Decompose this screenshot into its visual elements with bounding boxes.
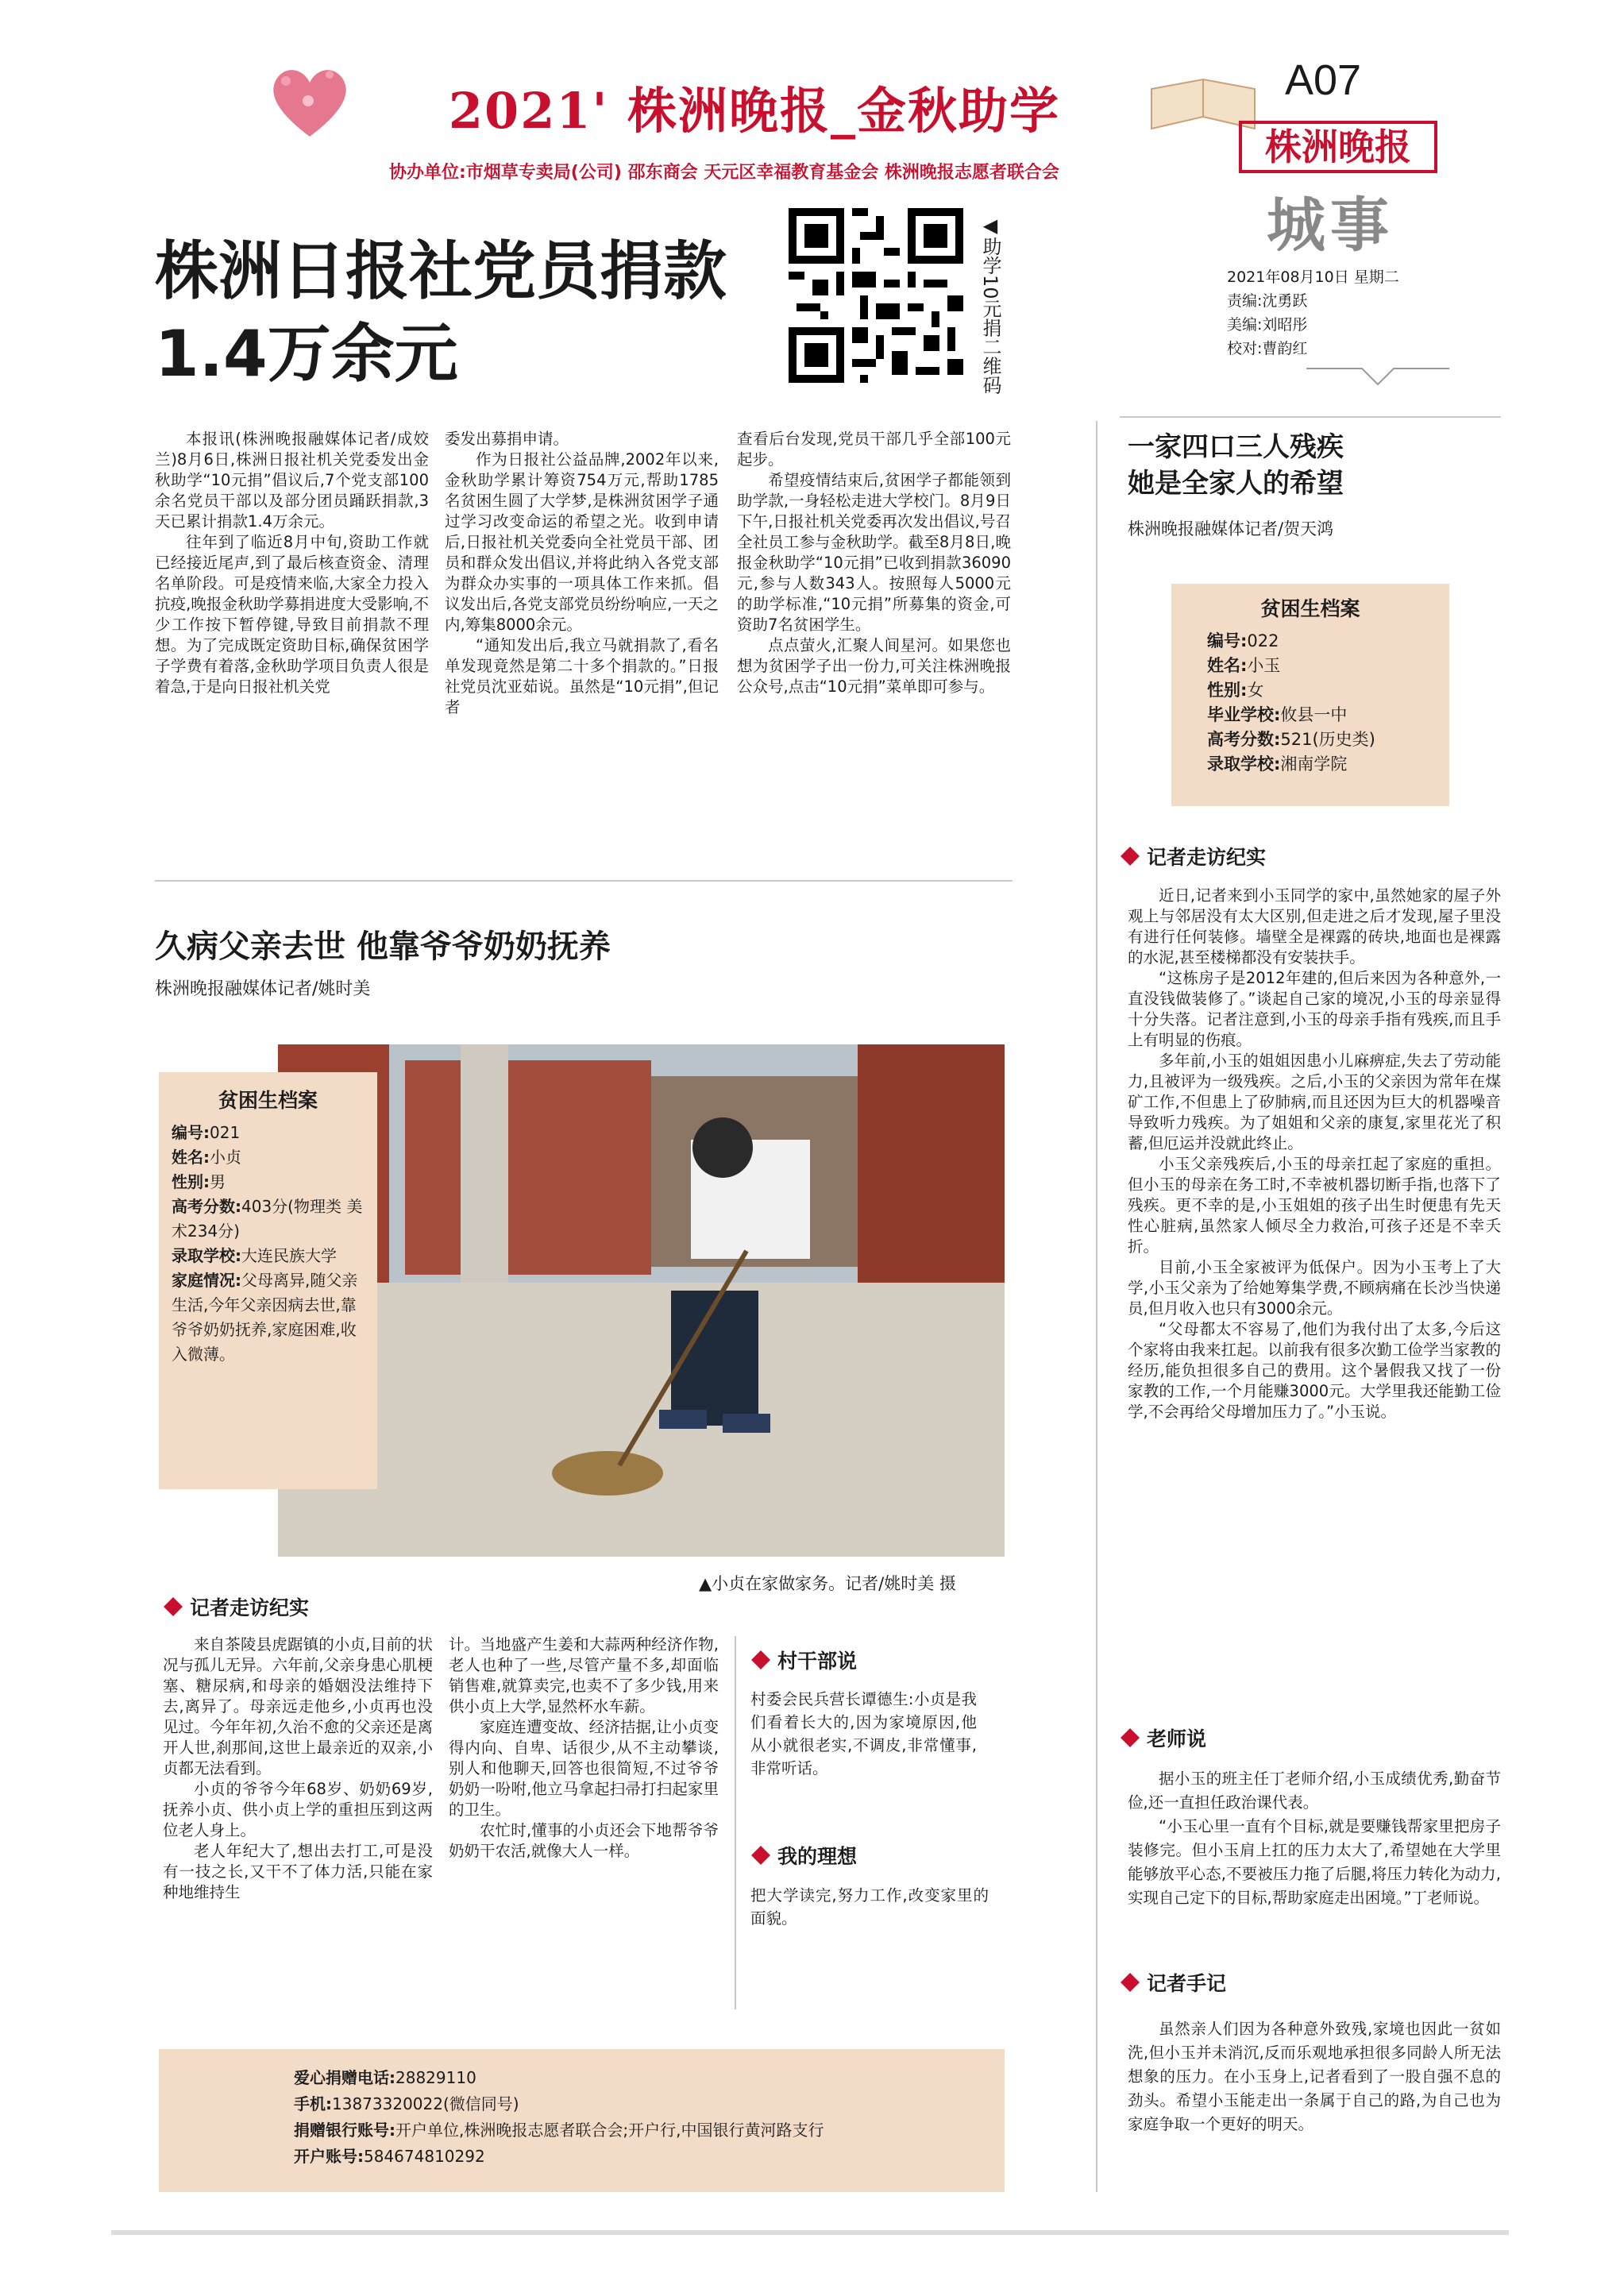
red-diamond-icon <box>1120 1727 1140 1748</box>
student-file-card <box>159 1072 377 1489</box>
event-banner <box>238 57 1271 145</box>
teacher-quote <box>1128 1767 1501 1910</box>
article3-byline: 株洲晚报融媒体记者/贺天鸿 <box>1128 519 1334 538</box>
qr-code-icon[interactable] <box>789 208 963 383</box>
article2-column-2 <box>449 1635 719 1862</box>
column-divider <box>1096 421 1097 2192</box>
file-row-name: 姓名:小玉 <box>1207 656 1281 675</box>
file-row-id: 编号:021 <box>172 1123 241 1142</box>
donation-bank: 捐赠银行账号:开户单位,株洲晚报志愿者联合会;开户行,中国银行黄河路支行 <box>294 2121 824 2140</box>
donation-phone: 爱心捐赠电话:28829110 <box>294 2068 476 2087</box>
paragraph: 作为日报社公益品牌,2002年以来,金秋助学累计筹资754万元,帮助1785名贫困生圆了大学梦,是株洲贫困学子通过学习改变命运的希望之光。收到申请后,日报社机关党委向全社党员干部、团员和群众发出倡议,并将此纳入各党支部为群众办实事的一项具体工作来抓。倡议发出后,各党支部党员纷纷响应,一天之内,筹集8000余元。 <box>445 450 719 634</box>
title-line-2: 她是全家人的希望 <box>1128 468 1344 500</box>
tag-village-cadre: 村干部说 <box>750 1646 857 1674</box>
paragraph: 目前,小玉全家被评为低保户。因为小玉考上了大学,小玉父亲为了给她筹集学费,不顾病痛在长沙当快递员,但月收入也只有3000余元。 <box>1128 1258 1501 1318</box>
file-row-gender: 性别:男 <box>172 1172 226 1191</box>
main-headline <box>155 230 758 396</box>
paragraph: 希望疫情结束后,贫困学子都能领到助学款,一身轻松走进大学校门。8月9日下午,日报社机关党委再次发出倡议,号召全社员工参与金秋助学。截至8月8日,晚报金秋助学“10元捐”已收到捐款36090元,参与人数343人。按照每人5000元的助学标准,“10元捐”所募集的资金,可资助7名贫困学生。 <box>737 471 1011 634</box>
issue-date: 2021年08月10日 星期二 <box>1227 268 1399 286</box>
headline-line-1: 株洲日报社党员捐款 <box>155 234 727 308</box>
paragraph: 小贞的爷爷今年68岁、奶奶69岁,抚养小贞、供小贞上学的重担压到这两位老人身上。 <box>163 1780 433 1839</box>
file-row-school: 录取学校:大连民族大学 <box>172 1246 337 1265</box>
section-divider <box>1120 416 1501 418</box>
paragraph: 小玉父亲残疾后,小玉的母亲扛起了家庭的重担。但小玉的母亲在务工时,不幸被机器切断手指,也落下了残疾。更不幸的是,小玉姐姐的孩子出生时便患有先天性心脏病,虽然家人倾尽全力救治,可孩子还是不幸夭折。 <box>1128 1155 1501 1256</box>
paragraph: 来自茶陵县虎踞镇的小贞,目前的状况与孤儿无异。六年前,父亲身患心肌梗塞、糖尿病,和母亲的婚姻没法维持下去,离异了。母亲远走他乡,小贞再也没见过。今年年初,久治不愈的父亲还是离开人世,刹那间,这世上最亲近的双亲,小贞都无法看到。 <box>163 1635 433 1777</box>
article1-column-2 <box>445 429 719 718</box>
red-diamond-icon <box>163 1596 183 1617</box>
paragraph: 近日,记者来到小玉同学的家中,虽然她家的屋子外观上与邻居没有太大区别,但走进之后才发现,屋子里没有进行任何装修。墙壁全是裸露的砖块,地面也是裸露的水泥,甚至楼梯都没有安装扶手。 <box>1128 886 1501 967</box>
photo-caption: ▲小贞在家做家务。记者/姚时美 摄 <box>699 1574 956 1593</box>
paragraph: 多年前,小玉的姐姐因患小儿麻痹症,失去了劳动能力,且被评为一级残疾。之后,小玉的父亲因为常年在煤矿工作,不但患上了矽肺病,而且还因为巨大的机器噪音导致听力残疾。为了姐姐和父亲的康复,家里花光了积蓄,但厄运并没就此终止。 <box>1128 1052 1501 1152</box>
reporter-note: 虽然亲人们因为各种意外致残,家境也因此一贫如洗,但小玉并未消沉,反而乐观地承担很多同龄人所无法想象的压力。在小玉身上,记者看到了一股自强不息的劲头。希望小玉能走出一条属于自己的路,为自己也为家庭争取一个更好的明天。 <box>1128 2020 1501 2133</box>
divider-notch-icon <box>1306 365 1449 389</box>
editor: 责编:沈勇跃 <box>1227 292 1308 310</box>
tag-reporter-visit: 记者走访纪实 <box>163 1592 309 1621</box>
title-line-1: 一家四口三人残疾 <box>1128 431 1344 463</box>
ideal-quote: 把大学读完,努力工作,改变家里的面貌。 <box>750 1886 989 1928</box>
red-diamond-icon <box>1120 846 1140 866</box>
paragraph: 据小玉的班主任丁老师介绍,小玉成绩优秀,勤奋节俭,还一直担任政治课代表。 <box>1128 1770 1501 1812</box>
paragraph: 老人年纪大了,想出去打工,可是没有一技之长,又干不了体力活,只能在家种地维持生 <box>163 1842 433 1901</box>
paragraph: 委发出募捐申请。 <box>445 430 569 448</box>
article1-column-1 <box>155 429 429 697</box>
paragraph: 点点萤火,汇聚人间星河。如果您也想为贫困学子出一份力,可关注株洲晚报公众号,点击“10元捐”菜单即可参与。 <box>737 636 1011 696</box>
paragraph: 农忙时,懂事的小贞还会下地帮爷爷奶奶干农活,就像大人一样。 <box>449 1821 719 1860</box>
donation-account: 开户账号:584674810292 <box>294 2147 485 2166</box>
article3-title <box>1128 429 1445 502</box>
donation-mobile: 手机:13873320022(微信同号) <box>294 2094 519 2113</box>
file-row-name: 姓名:小贞 <box>172 1148 241 1167</box>
paragraph: “小玉心里一直有个目标,就是要赚钱帮家里把房子装修完。但小玉肩上扛的压力太大了,希望她在大学里能够放平心态,不要被压力拖了后腿,将压力转化为动力,实现自己定下的目标,帮助家庭走出困境。”丁老师说。 <box>1128 1817 1501 1907</box>
tag-teacher-says: 老师说 <box>1120 1723 1206 1752</box>
tag-reporter-visit: 记者走访纪实 <box>1120 842 1266 870</box>
file-row-score: 高考分数:403分(物理类 美术234分) <box>172 1197 363 1241</box>
article2-title: 久病父亲去世 他靠爷爷奶奶抚养 <box>155 928 611 965</box>
page-number: A07 <box>1285 56 1362 104</box>
donation-info-box <box>159 2049 1005 2192</box>
headline-line-2: 1.4万余元 <box>155 317 458 391</box>
file-row-family: 家庭情况:父母离异,随父亲生活,今年父亲因病去世,靠爷爷奶奶抚养,家庭困难,收入微薄。 <box>172 1271 358 1364</box>
red-diamond-icon <box>1120 1972 1140 1993</box>
paragraph: “这栋房子是2012年建的,但后来因为各种意外,一直没钱做装修了。”谈起自己家的境况,小玉的母亲显得十分失落。记者注意到,小玉的母亲手指有残疾,而且手上有明显的伤痕。 <box>1128 969 1501 1049</box>
issue-meta <box>1227 265 1433 361</box>
art-editor: 美编:刘昭彤 <box>1227 316 1308 334</box>
paragraph: “父母都太不容易了,他们为我付出了太多,今后这个家将由我来扛起。以前我有很多次勤工俭学当家教的经历,能负担很多自己的费用。这个暑假我又找了一份家教的工作,一个月能赚3000元。大学里我还能勤工俭学,不会再给父母增加压力了。”小玉说。 <box>1128 1320 1501 1421</box>
article2-column-1 <box>163 1635 433 1903</box>
article3-column <box>1128 886 1501 1422</box>
paragraph: 往年到了临近8月中旬,资助工作就已经接近尾声,到了最后核查资金、清理名单阶段。可是疫情来临,大家全力投入抗疫,晚报金秋助学募捐进度大受影响,不少工作按下暂停键,导致目前捐款不理想。为了完成既定资助目标,确保贫困学子学费有着落,金秋助学项目负责人很是着急,于是向日报社机关党 <box>155 533 429 696</box>
paragraph: “通知发出后,我立马就捐款了,看名单发现竟然是第二十多个捐款的。”日报社党员沈亚茹说。虽然是“10元捐”,但记者 <box>445 636 719 716</box>
tag-my-ideal: 我的理想 <box>750 1841 857 1870</box>
student-file-card <box>1171 584 1449 806</box>
paragraph: 计。当地盛产生姜和大蒜两种经济作物,老人也种了一些,尽管产量不多,却面临销售难,就算卖完,也卖不了多少钱,用来供小贞上大学,显然杯水车薪。 <box>449 1635 719 1716</box>
file-row-grad: 毕业学校:攸县一中 <box>1207 705 1348 724</box>
cadre-quote: 村委会民兵营长谭德生:小贞是我们看着长大的,因为家境原因,他从小就很老实,不调皮,非常懂事,非常听话。 <box>750 1690 977 1777</box>
red-diamond-icon <box>750 1845 771 1866</box>
card-title: 贫困生档案 <box>218 1089 318 1112</box>
sweeping-photo-icon <box>278 1044 1005 1557</box>
paragraph: 家庭连遭变故、经济拮据,让小贞变得内向、自卑、话很少,从不主动攀谈,别人和他聊天,回答也很简短,不过爷爷奶奶一吩咐,他立马拿起扫帚打扫起家里的卫生。 <box>449 1718 719 1819</box>
qr-caption: ◀助学10元捐二维码 <box>979 214 1001 395</box>
article2-byline: 株洲晚报融媒体记者/姚时美 <box>155 979 371 999</box>
section-divider <box>155 880 1013 882</box>
newspaper-masthead: 株洲晚报 <box>1239 121 1437 173</box>
file-row-score: 高考分数:521(历史类) <box>1207 730 1375 749</box>
file-row-school: 录取学校:湘南学院 <box>1207 755 1348 774</box>
news-photo <box>278 1044 1005 1557</box>
red-diamond-icon <box>750 1650 771 1670</box>
article1-column-3 <box>737 429 1011 697</box>
section-name: 城事 <box>1267 191 1394 260</box>
page-bottom-rule <box>111 2230 1509 2235</box>
file-row-id: 编号:022 <box>1207 631 1279 650</box>
banner-title: 2021' 株洲晚报_金秋助学 <box>448 82 1061 140</box>
paragraph: 查看后台发现,党员干部几乎全部100元起步。 <box>737 430 1011 469</box>
tag-reporter-note: 记者手记 <box>1120 1968 1226 1997</box>
paragraph: 本报讯(株洲晚报融媒体记者/成姣兰)8月6日,株洲日报社机关党委发出金秋助学“10元捐”倡议后,7个党支部100余名党员干部以及部分团员踊跃捐款,3天已累计捐款1.4万余元。 <box>155 430 429 531</box>
card-title: 贫困生档案 <box>1260 597 1360 620</box>
proofreader: 校对:曹韵红 <box>1227 340 1308 357</box>
file-row-gender: 性别:女 <box>1207 681 1264 700</box>
co-organizers: 协办单位:市烟草专卖局(公司) 邵东商会 天元区幸福教育基金会 株洲晚报志愿者联合会 <box>389 163 1059 183</box>
column-divider <box>735 1636 736 2009</box>
